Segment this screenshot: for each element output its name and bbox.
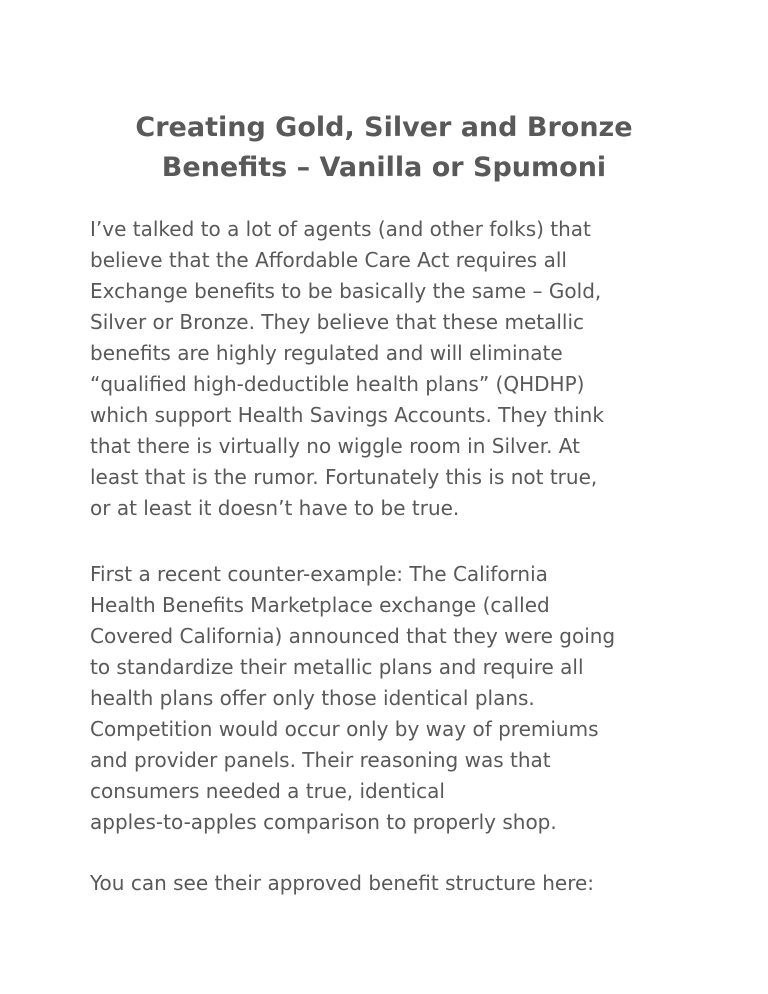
text-line: apples-to-apples comparison to properly shop.: [90, 810, 557, 834]
text-line: and provider panels. Their reasoning was that: [90, 748, 551, 772]
text-line: Health Benefits Marketplace exchange (called: [90, 593, 550, 617]
text-line: Exchange benefits to be basically the same – Gold,: [90, 279, 602, 303]
text-line: to standardize their metallic plans and require all: [90, 655, 584, 679]
text-line: least that is the rumor. Fortunately this is not true,: [90, 465, 598, 489]
text-line: “qualified high-deductible health plans” (QHDHP): [90, 372, 585, 396]
text-line: First a recent counter-example: The California: [90, 562, 548, 586]
text-line: which support Health Savings Accounts. They think: [90, 403, 604, 427]
title-line: Benefits – Vanilla or Spumoni: [161, 152, 607, 183]
title-line: Creating Gold, Silver and Bronze: [135, 112, 633, 143]
text-line: that there is virtually no wiggle room in Silver. At: [90, 434, 580, 458]
text-line: I’ve talked to a lot of agents (and other folks) that: [90, 217, 591, 241]
text-line: or at least it doesn’t have to be true.: [90, 496, 460, 520]
text-line: Silver or Bronze. They believe that these metallic: [90, 310, 585, 334]
paragraph-intro: [90, 214, 730, 524]
text-line: benefits are highly regulated and will eliminate: [90, 341, 563, 365]
text-line: Covered California) announced that they were going: [90, 624, 616, 648]
text-line: Competition would occur only by way of premiums: [90, 717, 599, 741]
paragraph-counter-example: [90, 559, 730, 838]
text-line: consumers needed a true, identical: [90, 779, 445, 803]
text-line: believe that the Affordable Care Act requires all: [90, 248, 567, 272]
text-line: You can see their approved benefit structure here:: [90, 871, 595, 895]
paragraph-benefit-structure: [90, 868, 730, 899]
text-line: health plans offer only those identical plans.: [90, 686, 535, 710]
document-title: [60, 108, 708, 188]
